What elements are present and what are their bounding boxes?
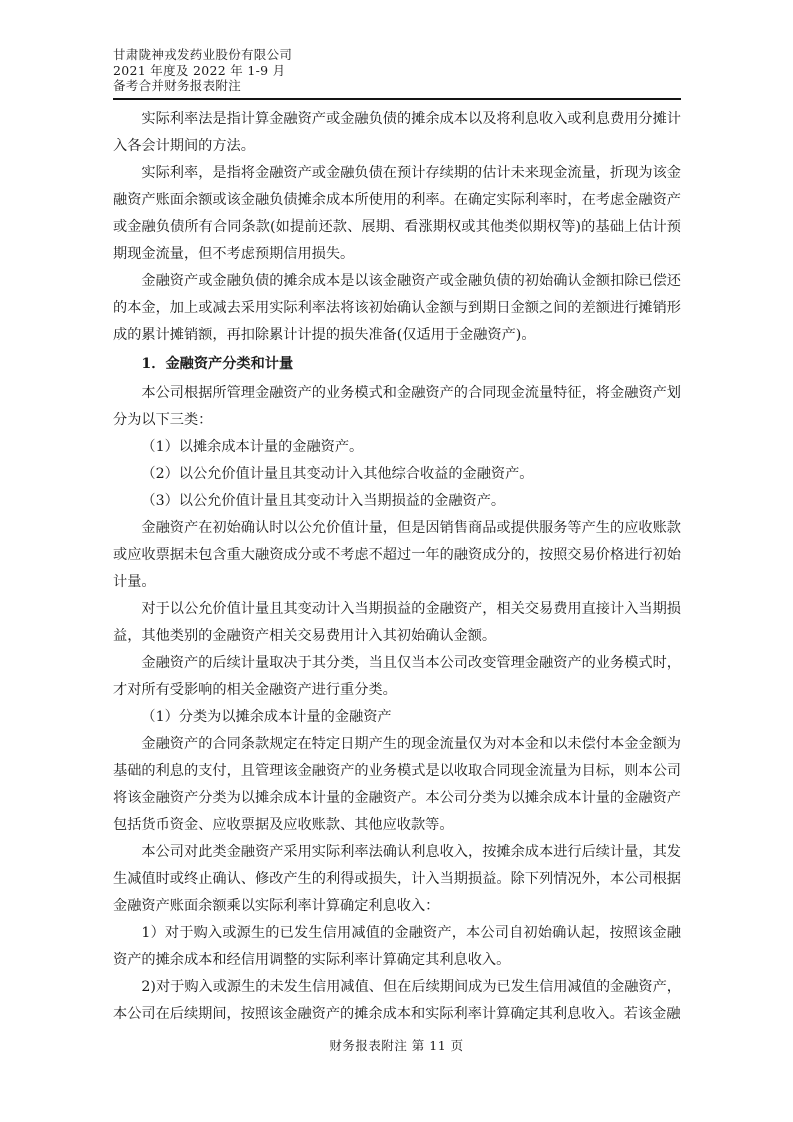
paragraph-amortized-cost-criteria: 金融资产的合同条款规定在特定日期产生的现金流量仅为对本金和以未偿付本金金额为基础的利息的支付，且管理该金融资产的业务模式是以收取合同现金流量为目标，则本公司将该金融资产分类为以摊余成本计量的金融资产。本公司分类为以摊余成本计量的金融资产包括货币资金、应收票据及应收账款、其他应收款等。 (113, 735, 681, 833)
header-divider (113, 98, 681, 100)
paragraph-effective-interest-rate: 实际利率，是指将金融资产或金融负债在预计存续期的估计未来现金流量，折现为该金融资产账面余额或该金融负债摊余成本所使用的利率。在确定实际利率时，在考虑金融资产或金融负债所有合同条款(如提前还款、展期、看涨期权或其他类似期权等)的基础上估计预期现金流量，但不考虑预期信用损失。 (113, 164, 681, 262)
paragraph-subsequent-measurement: 金融资产的后续计量取决于其分类，当且仅当本公司改变管理金融资产的业务模式时，才对所有受影响的相关金融资产进行重分类。 (113, 654, 681, 698)
document-title: 备考合并财务报表附注 (113, 78, 242, 93)
section-heading: 1．金融资产分类和计量 (141, 355, 294, 372)
page-content (113, 47, 681, 1028)
paragraph-effective-interest-method: 实际利率法是指计算金融资产或金融负债的摊余成本以及将利息收入或利息费用分摊计入各会计期间的方法。 (113, 110, 681, 154)
paragraph-interest-income-recognition: 本公司对此类金融资产采用实际利率法确认利息收入，按摊余成本进行后续计量，其发生减值时或终止确认、修改产生的利得或损失，计入当期损益。除下列情况外，本公司根据金融资产账面余额乘以实际利率计算确定利息收入： (113, 843, 681, 914)
company-name: 甘肃陇神戎发药业股份有限公司 (113, 47, 293, 62)
document-header (113, 47, 681, 94)
report-period: 2021 年度及 2022 年 1-9 月 (113, 62, 286, 78)
list-item-category-1: （1）以摊余成本计量的金融资产。 (141, 438, 364, 455)
list-item-credit-impaired-2: 2)对于购入或源生的未发生信用减值、但在后续期间成为已发生信用减值的金融资产，本公司在后续期间，按照该金融资产的摊余成本和实际利率计算确定其利息收入。若该金融 (113, 978, 681, 1022)
footer-page-label: 财务报表附注 第 11 页 (329, 1038, 464, 1053)
list-item-category-2: （2）以公允价值计量且其变动计入其他综合收益的金融资产。 (141, 465, 534, 482)
paragraph-initial-measurement: 金融资产在初始确认时以公允价值计量，但是因销售商品或提供服务等产生的应收账款或应收票据未包含重大融资成分或不考虑不超过一年的融资成分的，按照交易价格进行初始计量。 (113, 519, 681, 590)
list-item-category-3: （3）以公允价值计量且其变动计入当期损益的金融资产。 (141, 492, 506, 509)
paragraph-transaction-costs: 对于以公允价值计量且其变动计入当期损益的金融资产，相关交易费用直接计入当期损益，其他类别的金融资产相关交易费用计入其初始确认金额。 (113, 600, 681, 644)
list-item-credit-impaired-1: 1）对于购入或源生的已发生信用减值的金融资产，本公司自初始确认起，按照该金融资产的摊余成本和经信用调整的实际利率计算确定其利息收入。 (113, 924, 681, 968)
sub-heading-amortized-cost-class: （1）分类为以摊余成本计量的金融资产 (141, 708, 392, 725)
page-footer (0, 1038, 793, 1054)
paragraph-amortized-cost-definition: 金融资产或金融负债的摊余成本是以该金融资产或金融负债的初始确认金额扣除已偿还的本金，加上或减去采用实际利率法将该初始确认金额与到期日金额之间的差额进行摊销形成的累计摊销额，再扣除累计计提的损失准备(仅适用于金融资产)。 (113, 272, 681, 343)
document-body (113, 106, 681, 1028)
paragraph-classification-intro: 本公司根据所管理金融资产的业务模式和金融资产的合同现金流量特征，将金融资产划分为以下三类： (113, 384, 681, 428)
